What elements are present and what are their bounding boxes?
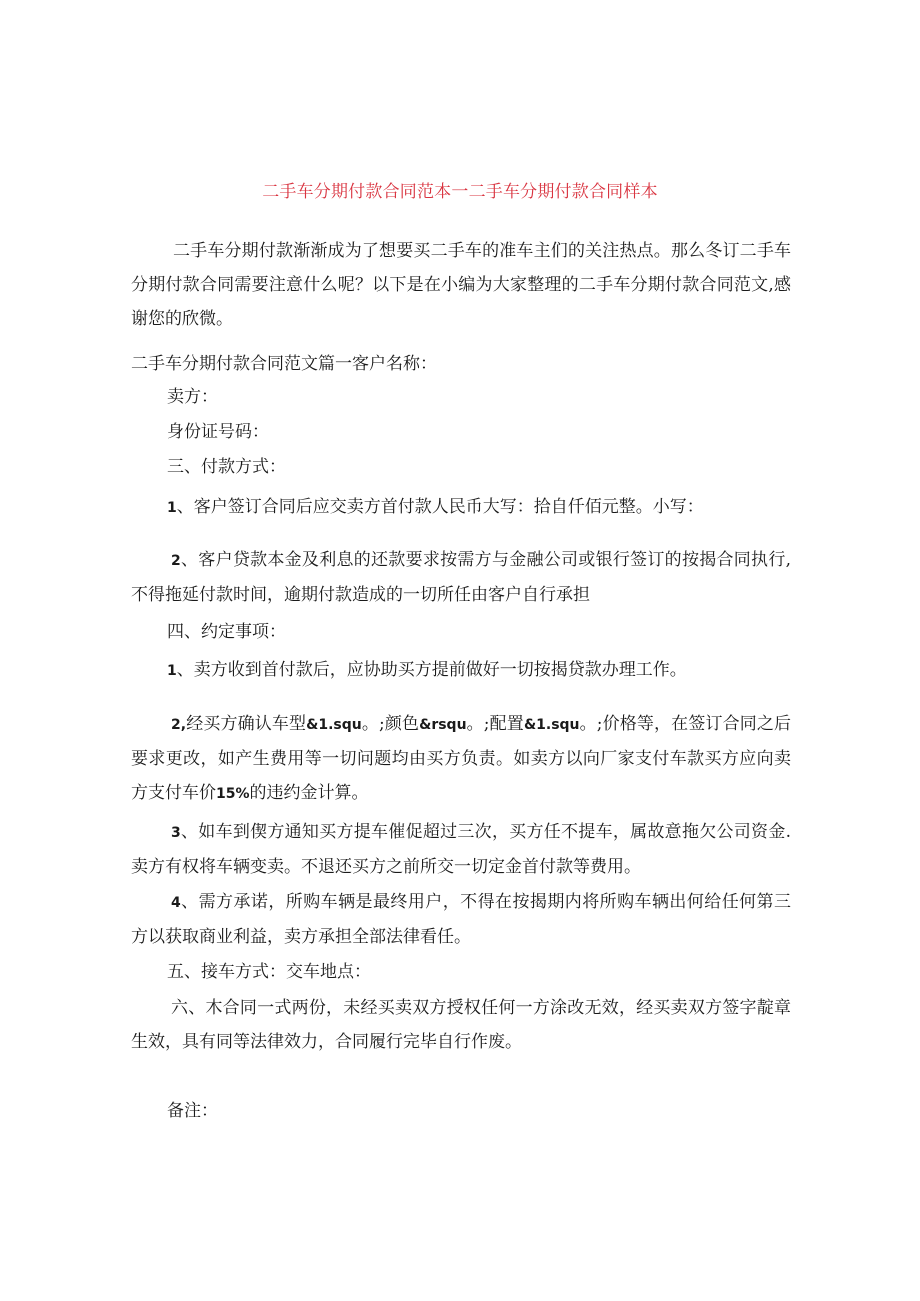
intro-paragraph: 二手车分期付款渐渐成为了想要买二手车的准车主们的关注热点。那么冬订二手车分期付款合同需要注意什么呢？以下是在小编为大家整理的二手车分期付款合同范文,感谢您的欣微。 [131, 241, 791, 329]
agreement-item-2-text-e: 的违约金计算。 [249, 783, 369, 803]
agreement-item-3-number: 3 [171, 825, 181, 841]
agreement-item-2-code-2: &rsqu [419, 717, 467, 733]
agreement-item-3-text: 、如车到偰方通知买方提车催促超过三次，买方任不提车，属故意拖欠公司资金.卖方有权将车辆变卖。不退还买方之前所交一切定金首付款等费用。 [131, 822, 791, 877]
agreement-item-2-text-b: 。;颜色 [361, 714, 420, 734]
agreement-item-2-text-d: 。;价格等，在签订合同之后要求更改，如产生费用等一切问题均由买方负责。如卖方以向厂家支付车款买方应向卖方支付车价 [131, 714, 791, 803]
payment-item-2 [131, 543, 791, 612]
payment-item-1-text: 、客户签订合同后应交卖方首付款人民币大写：拾自仟佰元整。小写： [176, 497, 704, 517]
payment-item-1 [167, 497, 704, 518]
agreement-item-2-code-1: &1.squ [306, 717, 362, 733]
agreement-item-3 [131, 815, 791, 884]
agreement-item-4-number: 4 [171, 895, 181, 911]
agreement-item-1 [167, 660, 687, 681]
clause-6: 六、木合同一式两份，未经买卖双方授权任何一方涂改无效，经买卖双方签字靛章生效，具有同等法律效力，合同履行完毕自行作废。 [131, 998, 791, 1052]
agreement-heading: 四、约定事项： [167, 622, 286, 642]
remarks-label: 备注： [167, 1101, 218, 1121]
document-title: 二手车分期付款合同范本一二手车分期付款合同样本 [262, 182, 658, 202]
agreement-item-2 [131, 707, 791, 811]
agreement-item-4 [131, 885, 791, 954]
payment-heading: 三、付款方式： [167, 457, 286, 477]
agreement-item-1-number: 1 [167, 663, 177, 679]
seller-label: 卖方： [167, 387, 218, 407]
agreement-item-4-text: 、需方承诺，所购车辆是最终用户，不得在按揭期内将所购车辆出何给任何第三方以获取商业利益，卖方承担全部法律看任。 [131, 892, 791, 947]
agreement-item-2-percent: 15% [216, 786, 250, 802]
id-number-label: 身份证号码： [167, 422, 269, 442]
agreement-item-2-code-3: &1.squ [523, 717, 580, 733]
payment-item-2-number: 2 [171, 553, 181, 569]
section-heading: 二手车分期付款合同范文篇一客户名称： [131, 354, 437, 374]
pickup-heading: 五、接车方式：交车地点： [167, 962, 371, 982]
payment-item-2-text: 、客户贷款本金及利息的还款要求按需方与金融公司或银行签订的按揭合同执行,不得拖延付款时间，逾期付款造成的一切所任由客户自行承担 [131, 550, 791, 605]
agreement-item-2-text-c: 。;配置 [466, 714, 524, 734]
agreement-item-1-text: 、卖方收到首付款后，应协助买方提前做好一切按揭贷款办理工作。 [176, 660, 687, 680]
agreement-item-2-number: 2, [171, 717, 187, 733]
agreement-item-2-text-a: 经买方确认车型 [186, 714, 307, 734]
payment-item-1-number: 1 [167, 500, 177, 516]
